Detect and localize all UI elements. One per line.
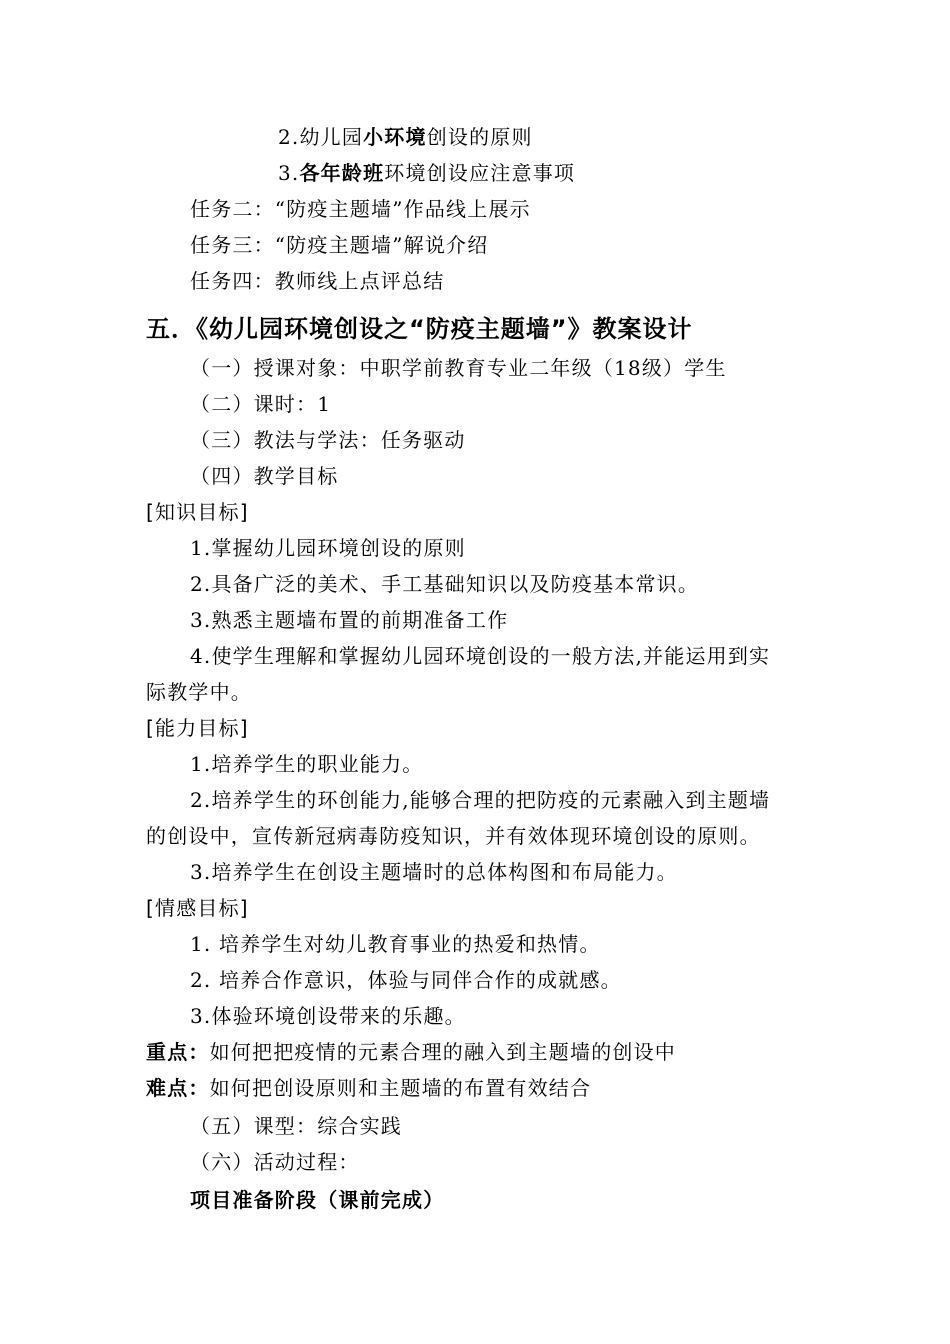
- objectives-line: （四）教学目标: [190, 464, 339, 488]
- emotion-item: 1. 培养学生对幼儿教育事业的热爱和热情。: [190, 932, 601, 956]
- outline-item-3: [278, 161, 575, 185]
- ability-item: 2.培养学生的环创能力,能够合理的把防疫的元素融入到主题墙: [190, 788, 771, 812]
- emotion-item: 3.体验环境创设带来的乐趣。: [190, 1004, 466, 1028]
- emotion-item: 2. 培养合作意识，体验与同伴合作的成就感。: [190, 968, 622, 992]
- difficulty-text: 如何把创设原则和主题墙的布置有效结合: [209, 1076, 592, 1100]
- knowledge-item: 1.掌握幼儿园环境创设的原则: [190, 536, 466, 560]
- key-point-line: [146, 1040, 676, 1064]
- section-5-heading: 五．《幼儿园环境创设之“防疫主题墙”》教案设计: [146, 315, 693, 343]
- outline-item-2-bold: 小环境: [363, 125, 427, 149]
- task-2: 任务二：“防疫主题墙”作品线上展示: [190, 197, 531, 221]
- outline-item-3-bold: 各年龄班: [299, 161, 385, 185]
- outline-item-2-pre: 2.幼儿园: [278, 125, 364, 149]
- ability-item: 3.培养学生在创设主题墙时的总体构图和布局能力。: [190, 860, 678, 884]
- task-3: 任务三：“防疫主题墙”解说介绍: [190, 233, 489, 257]
- outline-item-2: [278, 125, 533, 149]
- task-4: 任务四：教师线上点评总结: [190, 269, 445, 293]
- ability-item: 1.培养学生的职业能力。: [190, 752, 424, 776]
- emotion-title: [情感目标]: [146, 896, 249, 920]
- audience-line: （一）授课对象：中职学前教育专业二年级（18级）学生: [190, 356, 727, 380]
- knowledge-item: 4.使学生理解和掌握幼儿园环境创设的一般方法,并能运用到实: [190, 644, 771, 668]
- difficulty-label: 难点：: [146, 1076, 210, 1100]
- knowledge-title: [知识目标]: [146, 500, 249, 524]
- activity-process-line: （六）活动过程：: [190, 1150, 360, 1174]
- ability-title: [能力目标]: [146, 716, 249, 740]
- key-point-label: 重点：: [146, 1040, 210, 1064]
- hours-line: （二）课时：1: [190, 392, 332, 416]
- outline-item-3-pre: 3.: [278, 161, 300, 185]
- ability-item-continued: 的创设中，宣传新冠病毒防疫知识，并有效体现环境创设的原则。: [146, 824, 761, 848]
- knowledge-item-continued: 际教学中。: [146, 680, 252, 704]
- knowledge-item: 2.具备广泛的美术、手工基础知识以及防疫基本常识。: [190, 572, 700, 596]
- outline-item-3-post: 环境创设应注意事项: [384, 161, 576, 185]
- key-point-text: 如何把把疫情的元素合理的融入到主题墙的创设中: [209, 1040, 677, 1064]
- method-line: （三）教法与学法：任务驱动: [190, 428, 466, 452]
- difficulty-line: [146, 1076, 591, 1100]
- project-stage-heading: 项目准备阶段（课前完成）: [190, 1188, 445, 1212]
- course-type-line: （五）课型：综合实践: [190, 1114, 402, 1138]
- knowledge-item: 3.熟悉主题墙布置的前期准备工作: [190, 608, 509, 632]
- outline-item-2-post: 创设的原则: [426, 125, 533, 149]
